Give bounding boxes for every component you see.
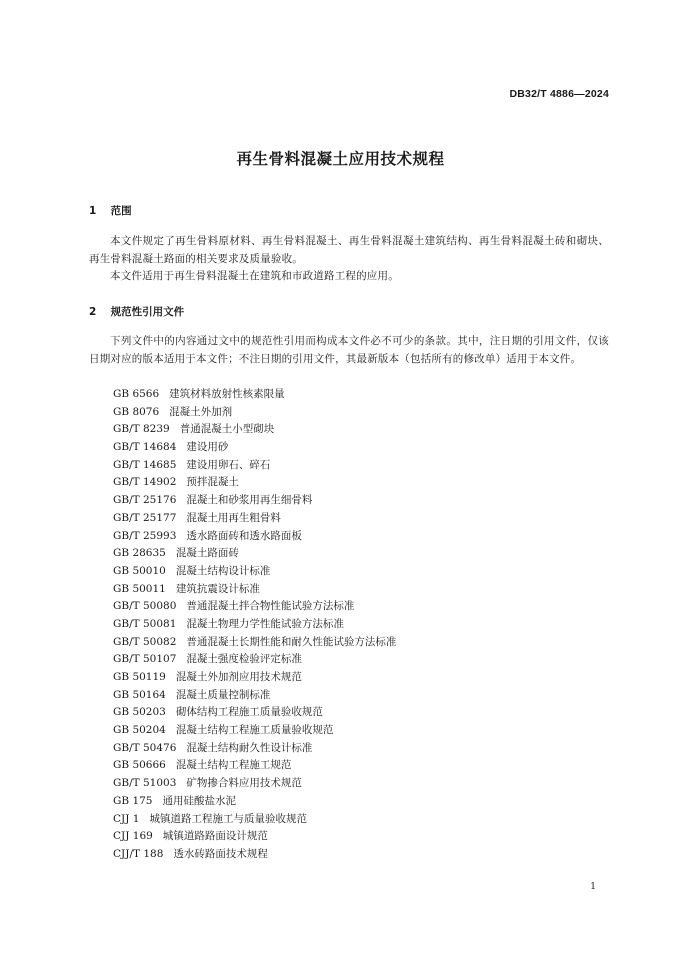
scope-paragraph: 本文件规定了再生骨料原材料、再生骨料混凝土、再生骨料混凝土建筑结构、再生骨料混凝土砖和砌块、再生骨料混凝土路面的相关要求及质量验收。 <box>89 235 609 265</box>
reference-name: 混凝土外加剂 <box>169 405 233 418</box>
section-number: 1 <box>89 205 97 217</box>
reference-item <box>113 775 396 793</box>
reference-item <box>113 616 396 634</box>
reference-code: GB/T 25176 <box>113 494 177 507</box>
reference-name: 混凝土路面砖 <box>175 547 239 560</box>
section-title: 规范性引用文件 <box>110 306 185 318</box>
reference-name: 城镇道路工程施工与质量验收规范 <box>149 812 307 825</box>
reference-item <box>113 510 396 528</box>
reference-code: GB/T 51003 <box>113 777 177 790</box>
reference-item <box>113 740 396 758</box>
reference-code: GB 28635 <box>113 547 166 560</box>
reference-name: 混凝土和砂浆用再生细骨料 <box>186 494 313 507</box>
reference-item <box>113 687 396 705</box>
reference-item <box>113 704 396 722</box>
reference-item <box>113 793 396 811</box>
reference-name: 混凝土结构工程施工规范 <box>175 759 292 772</box>
reference-code: GB 50204 <box>113 724 166 737</box>
reference-code: GB/T 8239 <box>113 423 170 436</box>
reference-code: GB 6566 <box>113 388 160 400</box>
reference-item <box>113 828 396 846</box>
references-intro-paragraph: 下列文件中的内容通过文中的规范性引用而构成本文件必不可少的条款。其中，注日期的引用文件，仅该日期对应的版本适用于本文件；不注日期的引用文件，其最新版本（包括所有的修改单）适用于本文件。 <box>89 335 609 365</box>
reference-name: 混凝土物理力学性能试验方法标准 <box>186 617 344 630</box>
reference-name: 混凝土结构设计标准 <box>175 564 271 577</box>
reference-code: GB 50119 <box>113 671 166 683</box>
reference-name: 普通混凝土长期性能和耐久性能试验方法标准 <box>186 635 397 648</box>
reference-code: GB/T 25993 <box>113 529 177 542</box>
reference-name: 混凝土用再生粗骨料 <box>186 511 281 524</box>
reference-name: 混凝土质量控制标准 <box>175 688 271 701</box>
reference-code: GB 50010 <box>113 564 166 577</box>
section-heading-normative-references <box>89 304 184 319</box>
page-number: 1 <box>590 882 596 892</box>
reference-name: 普通混凝土小型砌块 <box>179 423 275 436</box>
section-heading-scope <box>89 203 132 218</box>
reference-item <box>113 404 396 422</box>
reference-name: 建筑材料放射性核素限量 <box>169 388 285 400</box>
reference-name: 透水路面砖和透水路面板 <box>186 529 302 542</box>
reference-code: GB 175 <box>113 794 153 807</box>
reference-item <box>113 457 396 475</box>
reference-item <box>113 722 396 740</box>
reference-name: 混凝土强度检验评定标准 <box>186 653 302 666</box>
reference-item <box>113 492 396 510</box>
reference-name: 砌体结构工程施工质量验收规范 <box>175 706 323 719</box>
reference-name: 城镇道路路面设计规范 <box>162 830 268 843</box>
reference-item <box>113 757 396 775</box>
reference-name: 通用硅酸盐水泥 <box>162 794 236 807</box>
reference-item <box>113 811 396 829</box>
reference-name: 混凝土外加剂应用技术规范 <box>175 671 302 683</box>
reference-code: GB/T 50107 <box>113 653 177 666</box>
section-title: 范围 <box>110 205 132 217</box>
reference-item <box>113 528 396 546</box>
section-number: 2 <box>89 306 97 318</box>
reference-name: 预拌混凝土 <box>186 476 239 489</box>
reference-code: GB/T 25177 <box>113 511 177 524</box>
reference-item <box>113 474 396 492</box>
reference-code: GB 50164 <box>113 688 166 701</box>
reference-code: GB 50203 <box>113 706 166 719</box>
reference-code: CJJ/T 188 <box>113 847 164 860</box>
standard-code: DB32/T 4886—2024 <box>509 88 609 100</box>
reference-code: GB/T 50080 <box>113 600 177 613</box>
scope-paragraph: 本文件适用于再生骨料混凝土在建筑和市政道路工程的应用。 <box>110 270 399 282</box>
reference-item <box>113 598 396 616</box>
reference-name: 矿物掺合料应用技术规范 <box>186 777 302 790</box>
reference-code: GB 50011 <box>113 582 166 595</box>
reference-item <box>113 634 396 652</box>
reference-code: GB/T 14684 <box>113 441 177 454</box>
reference-name: 混凝土结构工程施工质量验收规范 <box>175 724 334 737</box>
reference-name: 建筑抗震设计标准 <box>175 582 260 595</box>
reference-list <box>113 386 396 864</box>
reference-code: CJJ 1 <box>113 812 140 825</box>
reference-code: GB/T 50081 <box>113 617 177 630</box>
reference-name: 建设用砂 <box>186 441 229 454</box>
reference-item <box>113 386 396 404</box>
reference-code: CJJ 169 <box>113 830 153 843</box>
reference-code: GB/T 14685 <box>113 458 177 471</box>
reference-item <box>113 651 396 669</box>
reference-name: 建设用卵石、碎石 <box>186 458 271 471</box>
reference-code: GB/T 50476 <box>113 741 177 754</box>
reference-code: GB 8076 <box>113 405 160 418</box>
reference-item <box>113 563 396 581</box>
reference-item <box>113 439 396 457</box>
reference-item <box>113 846 396 864</box>
reference-item <box>113 669 396 687</box>
document-title: 再生骨料混凝土应用技术规程 <box>236 150 445 168</box>
reference-name: 透水砖路面技术规程 <box>173 847 268 860</box>
reference-name: 普通混凝土拌合物性能试验方法标准 <box>186 600 355 613</box>
reference-code: GB/T 14902 <box>113 476 177 489</box>
reference-code: GB/T 50082 <box>113 635 177 648</box>
reference-item <box>113 581 396 599</box>
reference-code: GB 50666 <box>113 759 166 772</box>
reference-name: 混凝土结构耐久性设计标准 <box>186 741 313 754</box>
reference-item <box>113 421 396 439</box>
reference-item <box>113 545 396 563</box>
